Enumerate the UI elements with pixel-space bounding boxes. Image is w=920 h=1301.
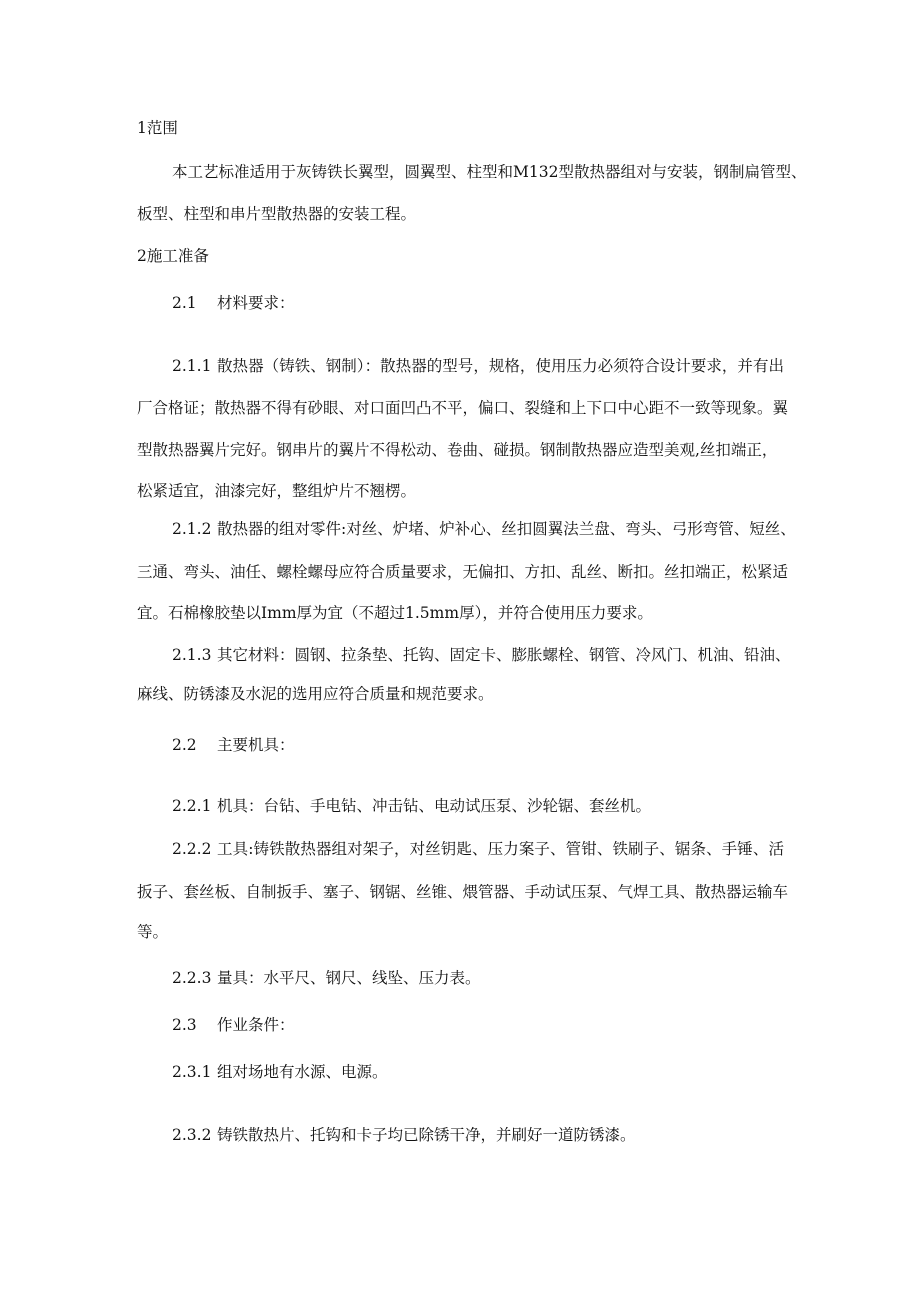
paragraph-line (137, 562, 789, 582)
paragraph-line (172, 162, 807, 182)
paragraph-text: 工具:铸铁散热器组对架子，对丝钥匙、压力案子、管钳、铁刷子、锯条、手锤、活 (217, 840, 784, 858)
paragraph-line: 宜。石棉橡胶垫以Imm厚为宜（不超过1.5mm厚），并符合使用压力要求。 (137, 604, 653, 622)
text-span: 扳子、套丝板、自制扳手、塞子、钢锯、丝锥、煨管器、手动试压泵、气焊工具、散热器运输车 (137, 883, 789, 901)
section-number: 2.2.2 (172, 840, 212, 858)
paragraph-line: 麻线、防锈漆及水泥的选用应符合质量和规范要求。 (137, 685, 494, 703)
section-number: 2.1.1 (172, 357, 212, 375)
section-heading-2: 2施工准备 (137, 247, 209, 265)
paragraph-text: 量具：水平尺、钢尺、线坠、压力表。 (217, 969, 481, 987)
section-title: 主要机具： (217, 736, 295, 754)
section-number: 2.1.3 (172, 646, 212, 664)
text-span: 三通、弯头、油任、螺栓螺母应符合质量要求，无偏扣、方扣、乱丝、断扣。丝扣端正，松紧适 (137, 563, 789, 581)
paragraph-text: 机具：台钻、手电钻、冲击钻、电动试压泵、沙轮锯、套丝机。 (217, 797, 652, 815)
paragraph-text: 铸铁散热片、托钩和卡子均已除锈干净，并刷好一道防锈漆。 (217, 1126, 636, 1144)
section-number: 2.3.2 (172, 1126, 212, 1144)
section-title: 作业条件： (217, 1016, 295, 1034)
text-span: 厂合格证；散热器不得有砂眼、对口面凹凸不平，偏口、裂缝和上下口中心距不一致等现象。翼 (137, 399, 789, 417)
section-number: 2.2 (172, 736, 197, 754)
text-span: 型散热器翼片完好。钢串片的翼片不得松动、卷曲、碰损。钢制散热器应造型美观,丝扣端正， (137, 441, 778, 459)
section-number: 2.2.3 (172, 969, 212, 987)
paragraph-text: 散热器的组对零件:对丝、炉堵、炉补心、丝扣圆翼法兰盘、弯头、弓形弯管、短丝、 (217, 520, 796, 538)
text-span: 本工艺标准适用于灰铸铁长翼型，圆翼型、柱型和M132型散热器组对与安装，钢制扁管型、 (172, 163, 807, 181)
section-number: 2.2.1 (172, 797, 212, 815)
paragraph-line: 板型、柱型和串片型散热器的安装工程。 (137, 205, 417, 223)
section-number: 2.3.1 (172, 1063, 212, 1081)
section-heading-1: 1范围 (137, 119, 178, 137)
paragraph-line: 等。 (137, 923, 169, 941)
paragraph-line: 松紧适宜，油漆完好，整组炉片不翘楞。 (137, 482, 417, 500)
section-number: 2.1.2 (172, 520, 212, 538)
section-number: 2.1 (172, 294, 197, 312)
section-title: 材料要求： (217, 294, 295, 312)
paragraph-text: 散热器（铸铁、钢制）：散热器的型号，规格，使用压力必须符合设计要求，并有出 (217, 357, 784, 375)
paragraph-line (137, 398, 789, 418)
paragraph-text: 组对场地有水源、电源。 (217, 1063, 388, 1081)
paragraph-line (137, 882, 789, 902)
paragraph-line (137, 440, 778, 460)
section-number: 2.3 (172, 1016, 197, 1034)
paragraph-text: 其它材料：圆钢、拉条垫、托钩、固定卡、膨胀螺栓、钢管、冷风门、机油、铅油、 (217, 646, 791, 664)
